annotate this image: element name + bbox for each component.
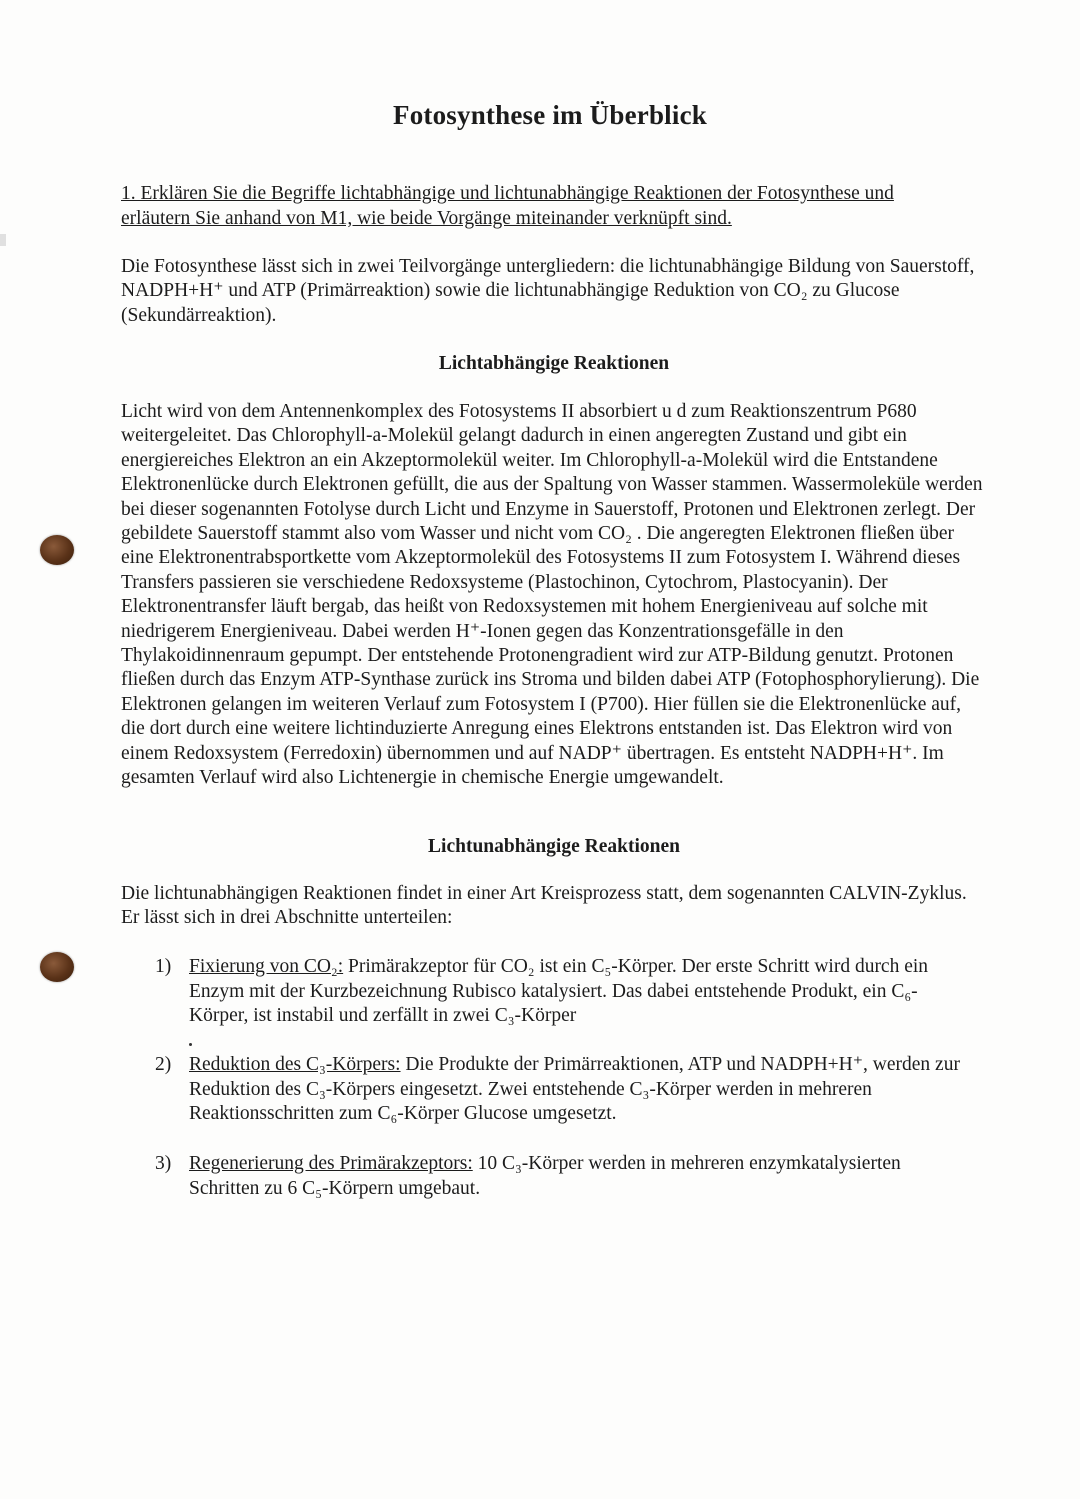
list-item-number: 2) xyxy=(155,1054,172,1075)
punch-hole-bottom xyxy=(40,952,74,982)
punch-hole-top xyxy=(40,535,74,565)
list-item-term: Reduktion des C₃-Körpers: xyxy=(189,1054,401,1075)
list-item xyxy=(155,1152,965,1201)
task-line-2: erläutern Sie anhand von M1, wie beide Vorgänge miteinander verknüpft sind. xyxy=(121,208,732,229)
list-item-text: Primärakzeptor für CO₂ ist ein C₅-Körper. Der erste Schritt wird durch ein Enzym mit der Kurzbezeichnung Rubisco katalysiert. Das dabei entstehende Produkt, ein C₆-Körper, ist instabil und zerfällt in zwei C₃-Körper xyxy=(189,956,929,1026)
page-edge-mark xyxy=(0,234,6,246)
paragraph-light-reactions: Licht wird von dem Antennenkomplex des Fotosystems II absorbiert u d zum Reaktionszentrum P680 weitergeleitet. Das Chlorophyll-a-Molekül gelangt dadurch in einen angeregten Zustand und gibt ein energiereiches Elektron an ein Akzeptormolekül weiter. Im Chlorophyll-a-Molekül wird die Entstandene Elektronenlücke durch Elektronen gefüllt, die aus der Spaltung von Wasser stammen. Wassermoleküle werden bei dieser sogenannten Fotolyse durch Licht und Enzyme in Sauerstoff, Protonen und Elektronen zerlegt. Der gebildete Sauerstoff stammt also vom Wasser und nicht vom CO₂ . Die angeregten Elektronen fließen über eine Elektronentrabsportkette vom Akzeptormolekül des Fotosystems II zum Fotosystem I. Während dieses Transfers passieren sie verschiedene Redoxsysteme (Plastochinon, Cytochrom, Plastocyanin). Der Elektronentransfer läuft bergab, das heißt von Redoxsystemen mit hohem Energieniveau auf solche mit niedrigerem Energieniveau. Dabei werden H⁺-Ionen gegen das Konzentrationsgefälle in den Thylakoidinnenraum gepumpt. Der entstehende Protonengradient wird zur ATP-Bildung genutzt. Protonen fließen durch das Enzym ATP-Synthase zurück ins Stroma und bilden dabei ATP (Fotophosphorylierung). Die Elektronen gelangen im weiteren Verlauf zum Fotosystem I (P700). Hier füllen sie die Elektronenlücke auf, die dort durch eine weitere lichtinduzierte Anregung eines Elektrons entstanden ist. Das Elektron wird von einem Redoxsystem (Ferredoxin) übernommen und auf NADP⁺ übertragen. Es entsteht NADPH+H⁺. Im gesamten Verlauf wird also Lichtenergie in chemische Energie umgewandelt. xyxy=(121,401,983,789)
list-item-body xyxy=(189,1053,965,1127)
list-item xyxy=(155,955,965,1029)
heading-light-reactions: Lichtabhängige Reaktionen xyxy=(438,353,670,374)
task-statement xyxy=(121,181,981,231)
list-item-term: Fixierung von CO₂: xyxy=(189,956,344,977)
list-item xyxy=(155,1053,965,1127)
list-item-text: Die Produkte der Primärreaktionen, ATP und NADPH+H⁺, werden zur Reduktion des C₃-Körpers eingesetzt. Zwei entstehende C₃-Körper werden in mehreren Reaktionsschritten zum C₆-Körper Glucose umgesetzt. xyxy=(189,1054,960,1124)
stray-dot xyxy=(189,1043,192,1046)
intro-paragraph: Die Fotosynthese lässt sich in zwei Teilvorgänge untergliedern: die lichtunabhängige Bildung von Sauerstoff, NADPH+H⁺ und ATP (Primärreaktion) sowie die lichtunabhängige Reduktion von CO₂ zu Glucose (Sekundärreaktion). xyxy=(121,256,975,326)
paragraph-dark-reactions: Die lichtunabhängigen Reaktionen findet in einer Art Kreisprozess statt, dem sogenannten CALVIN-Zyklus. Er lässt sich in drei Abschnitte unterteilen: xyxy=(121,883,967,929)
heading-dark-reactions: Lichtunabhängige Reaktionen xyxy=(428,836,680,857)
list-item-text: 10 C₃-Körper werden in mehreren enzymkatalysierten Schritten zu 6 C₅-Körpern umgebaut. xyxy=(189,1153,901,1199)
page-title: Fotosynthese im Überblick xyxy=(393,100,707,130)
list-item-number: 3) xyxy=(155,1153,172,1174)
list-item-number: 1) xyxy=(155,956,172,977)
task-line-1: 1. Erklären Sie die Begriffe lichtabhängige und lichtunabhängige Reaktionen der Fotosynthese und xyxy=(121,183,894,204)
list-item-body xyxy=(189,1152,965,1201)
list-item-term: Regenerierung des Primärakzeptors: xyxy=(189,1153,473,1174)
list-item-body xyxy=(189,955,965,1029)
